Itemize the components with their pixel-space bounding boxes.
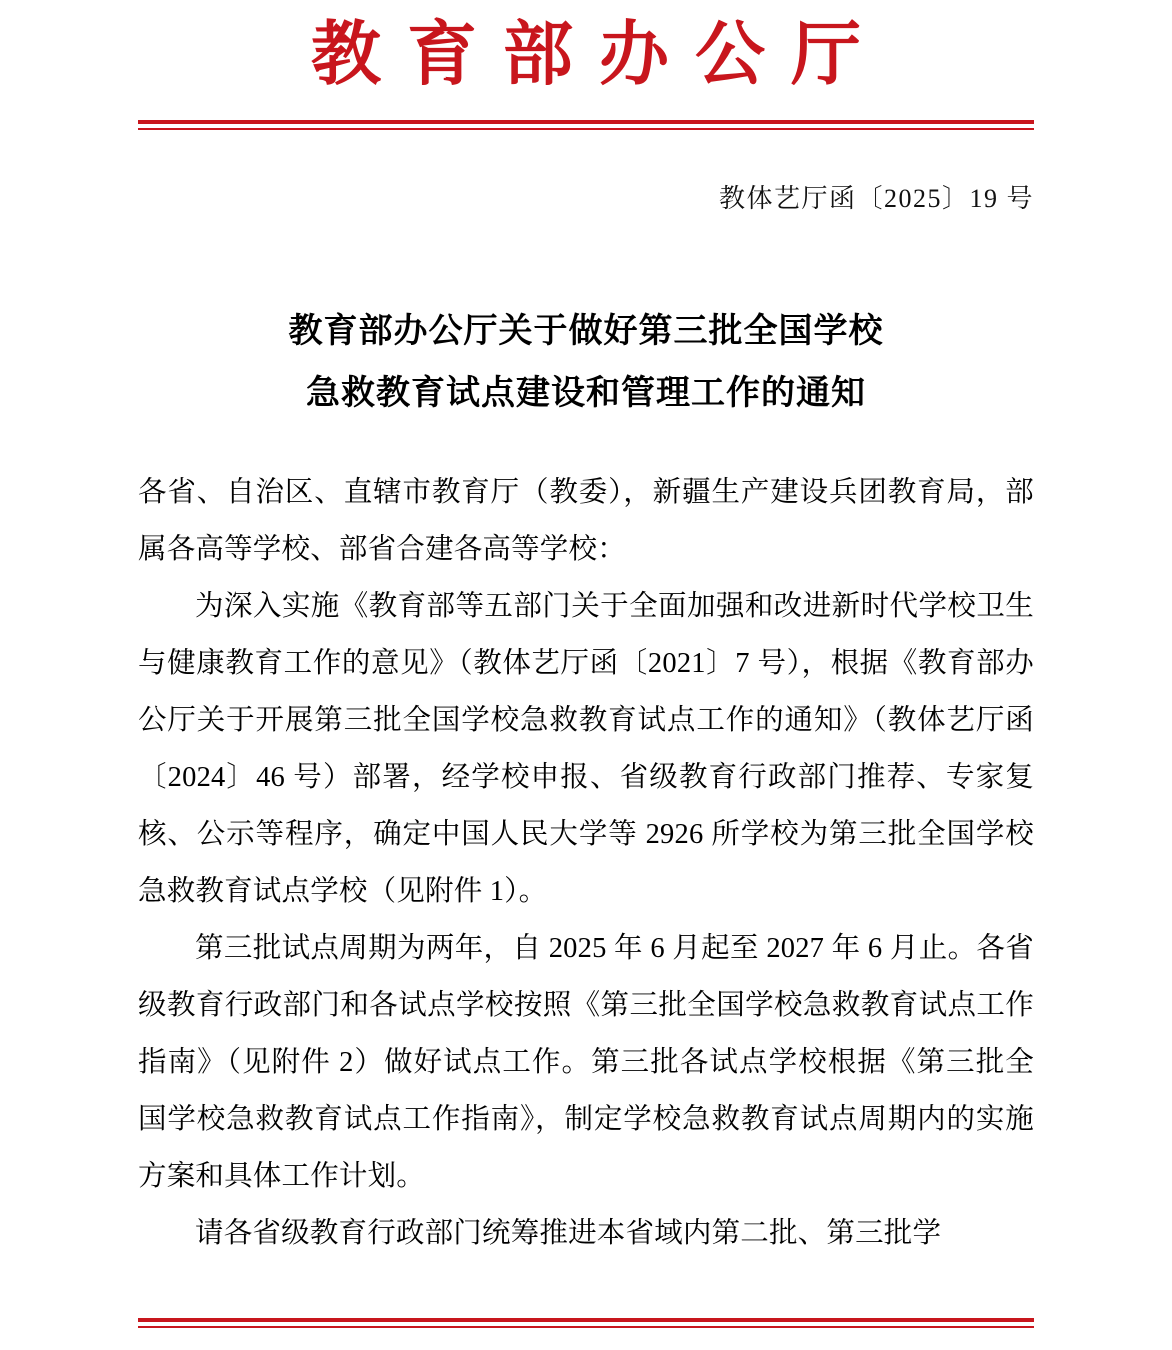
document-title-line-2: 急救教育试点建设和管理工作的通知 xyxy=(306,375,866,413)
header-divider xyxy=(138,120,1034,130)
document-body xyxy=(138,464,1034,1262)
header-divider-thin xyxy=(138,128,1034,130)
salutation: 各省、自治区、直辖市教育厅（教委），新疆生产建设兵团教育局，部属各高等学校、部省合建各高等学校： xyxy=(138,477,1034,566)
document-number: 教体艺厅函〔2025〕19 号 xyxy=(718,183,1034,213)
masthead xyxy=(0,0,1172,100)
body-paragraph-3: 请各省级教育行政部门统筹推进本省域内第二批、第三批学 xyxy=(195,1218,942,1250)
footer-divider-thin xyxy=(138,1326,1034,1328)
footer-divider xyxy=(138,1318,1034,1328)
document-title xyxy=(176,301,996,427)
body-paragraph-2: 第三批试点周期为两年，自 2025 年 6 月起至 2027 年 6 月止。各省级教育行政部门和各试点学校按照《第三批全国学校急救教育试点工作指南》（见附件 2）做好试点工作。第三批各试点学校根据《第三批全国学校急救教育试点工作指南》，制定学校急救教育试点周期内的实施方案和具体工作计划。 xyxy=(138,933,1034,1193)
document-title-line-1: 教育部办公厅关于做好第三批全国学校 xyxy=(288,312,884,350)
body-paragraph-1: 为深入实施《教育部等五部门关于全面加强和改进新时代学校卫生与健康教育工作的意见》（教体艺厅函〔2021〕7 号），根据《教育部办公厅关于开展第三批全国学校急救教育试点工作的通知》（教体艺厅函〔2024〕46 号）部署，经学校申报、省级教育行政部门推荐、专家复核、公示等程序，确定中国人民大学等 2926 所学校为第三批全国学校急救教育试点学校（见附件 1）。 xyxy=(138,591,1034,908)
issuing-organization: 教育部办公厅 xyxy=(311,17,887,94)
